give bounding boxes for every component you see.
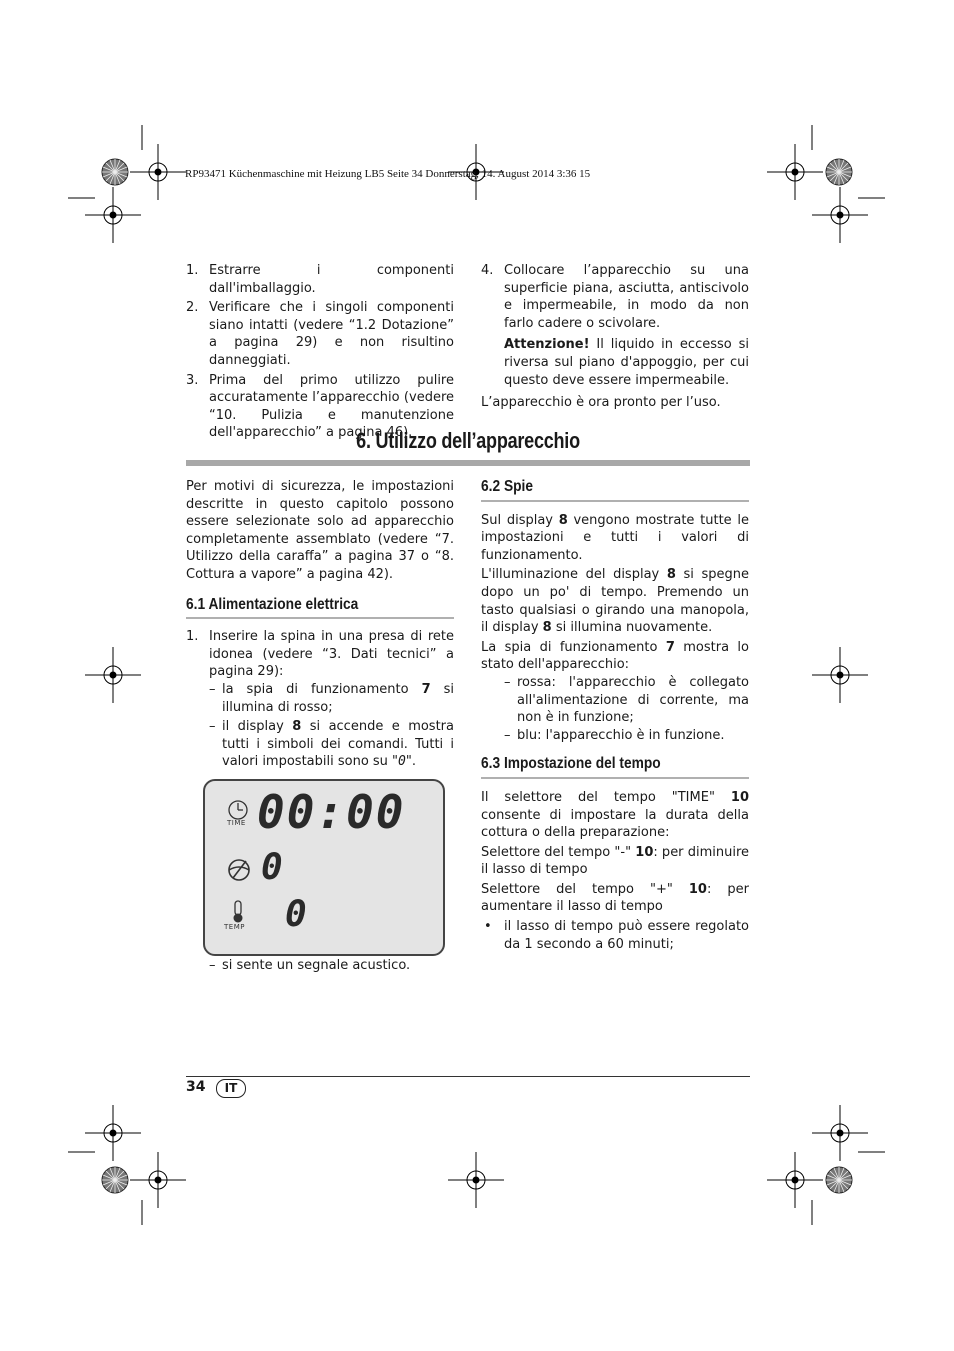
language-badge: IT (216, 1079, 246, 1098)
signal-note (209, 957, 454, 975)
list-item: – il display 8 si accende e mostra tutti i simboli dei comandi. Tutti i valori impostabili sono su "0". (209, 718, 454, 771)
list-item: • il lasso di tempo può essere regolato da 1 secondo a 60 minuti; (484, 919, 749, 952)
time-paragraph-2: Selettore del tempo "-" 10: per diminuire il lasso di tempo (481, 844, 749, 878)
speed-icon (229, 860, 249, 880)
clock-icon (229, 801, 247, 819)
intro-paragraph: Per motivi di sicurezza, le impostazioni descritte in questo capitolo possono essere selezionate solo ad apparecchio completamente assemblato (vedere “7. Utilizzo della caraffa” a pagina 37 o “8. Cottura a vapore” a pagina 42). (186, 479, 454, 582)
attention-note: Attenzione! Il liquido in eccesso si riversa sul piano d'appoggio, per cui questo deve essere impermeabile. (504, 337, 749, 388)
list-item: – si sente un segnale acustico. (209, 957, 454, 975)
heading-power: 6.1 Alimentazione elettrica (186, 595, 359, 613)
list-item: 4. Collocare l’apparecchio su una superficie piana, asciutta, antiscivolo e impermeabile, in modo da non farlo cadere o scivolare. Attenzione! Il liquido in eccesso si riversa sul piano d'appoggio, per cui questo deve essere impermeabile. (481, 263, 749, 388)
heading-underline (481, 777, 749, 779)
heading-underline (481, 500, 749, 502)
unpacking-steps (186, 262, 454, 442)
time-label: TIME (227, 819, 246, 827)
bullet-icon: • (484, 919, 492, 935)
time-paragraph-3: Selettore del tempo "+" 10: per aumentare il lasso di tempo (481, 881, 749, 915)
time-paragraph-1: Il selettore del tempo "TIME" 10 consente di impostare la durata della cottura o della preparazione: (481, 789, 749, 841)
page-number: 34 (186, 1079, 206, 1095)
temp-label: TEMP (224, 923, 245, 931)
left-column (186, 478, 454, 773)
power-dash-list (209, 681, 454, 771)
top-left-column (186, 262, 454, 444)
section-title-bar (186, 460, 750, 466)
speed-value: 0 (261, 847, 283, 888)
list-item: 1. Estrarre i componenti dall'imballaggio. (186, 263, 454, 296)
list-item: – blu: l'apparecchio è in funzione. (504, 727, 749, 745)
print-header: RP93471 Küchenmaschine mit Heizung LB5 Seite 34 Donnerstag, 14. August 2014 3:36 15 (185, 168, 591, 180)
list-item: 3. Prima del primo utilizzo pulire accuratamente l’apparecchio (vedere “10. Pulizia e manutenzione dell'apparecchio” a pagina 46). (186, 372, 454, 441)
footer-line (186, 1076, 750, 1077)
right-column (481, 478, 749, 953)
list-item: – la spia di funzionamento 7 si illumina di rosso; (209, 681, 454, 716)
list-item: – rossa: l'apparecchio è collegato all'alimentazione di corrente, ma non è in funzione; (504, 674, 749, 727)
list-item: 1. Inserire la spina in una presa di rete idonea (vedere “3. Dati tecnici” a pagina 29): – la spia di funzionamento 7 si illumina di rosso; – il display 8 si accende e mostra tutti i simboli dei comandi. Tutti i valori impostabili sono su "0". (186, 628, 454, 771)
spie-dash-list (504, 674, 749, 744)
heading-spie: 6.2 Spie (481, 478, 534, 495)
spie-paragraph-1: Sul display 8 vengono mostrate tutte le impostazioni e tutti i valori di funzionamento. (481, 512, 750, 563)
placement-step (481, 262, 749, 389)
heading-underline (186, 617, 454, 619)
list-item: 2. Verificare che i singoli componenti siano intatti (vedere “1.2 Dotazione” a pagina 29) e non risultino danneggiati. (186, 300, 454, 368)
top-right-column (481, 262, 749, 412)
temp-value: 0 (285, 894, 307, 935)
power-steps (186, 628, 454, 771)
heading-time: 6.3 Impostazione del tempo (481, 755, 661, 773)
lcd-display (203, 779, 445, 956)
ready-text: L’apparecchio è ora pronto per l’uso. (481, 395, 721, 411)
spie-paragraph-2: L'illuminazione del display 8 si spegne dopo un po' di tempo. Premendo un tasto qualsiasi o girando una manopola, il display 8 si illumina nuovamente. (481, 567, 749, 636)
time-value: 00:00 (257, 785, 406, 839)
spie-paragraph-3: La spia di funzionamento 7 mostra lo stato dell'apparecchio: (481, 639, 749, 673)
attention-label: Attenzione! (504, 337, 590, 353)
signal-dash-list (209, 957, 454, 975)
section-title: 6. Utilizzo dell’apparecchio (356, 428, 580, 453)
thermometer-icon (234, 901, 243, 923)
